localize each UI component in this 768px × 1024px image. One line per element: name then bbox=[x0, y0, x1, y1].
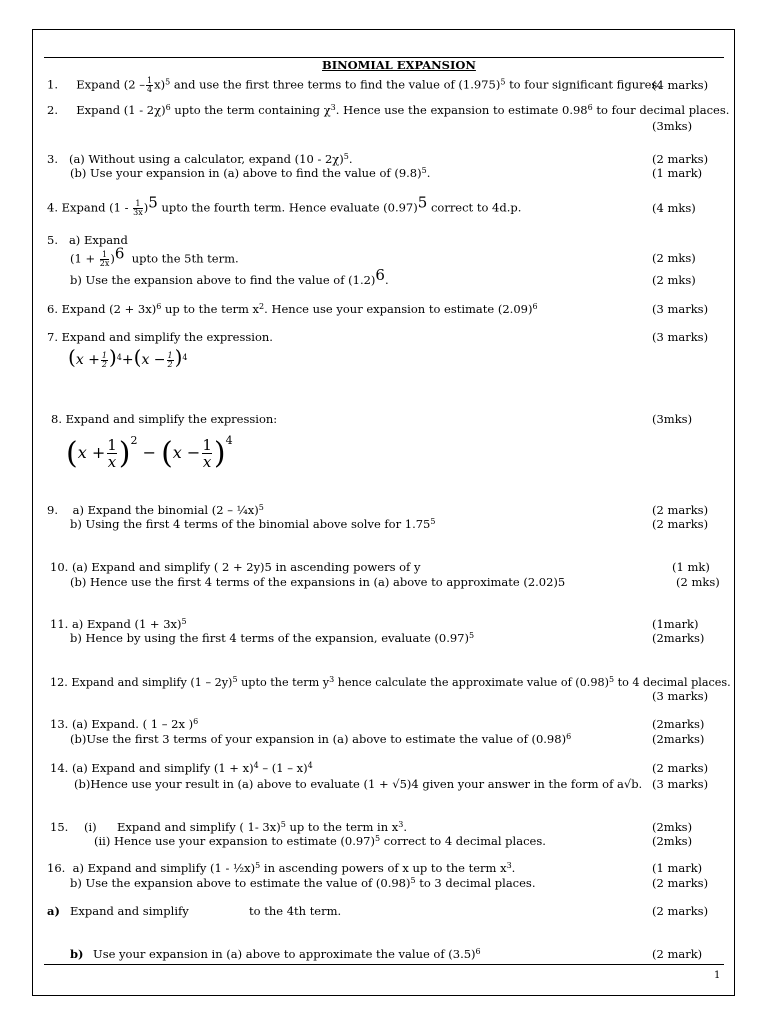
question-1: 1. Expand (2 – $\frac{1}{4}$ x)$^5$ and use the first three terms to find the value of $(1.975)^5$ to four significant figures. bbox=[47, 76, 661, 94]
question-17a-pre: Expand and simplify bbox=[70, 904, 189, 918]
question-5a-marks: (2 mks) bbox=[652, 251, 696, 265]
question-15i-marks: (2mks) bbox=[652, 820, 693, 834]
question-1-marks: (4 marks) bbox=[652, 78, 709, 92]
document-title: BINOMIAL EXPANSION bbox=[322, 58, 476, 72]
question-14a-marks: (2 marks) bbox=[652, 761, 709, 775]
question-13b-marks: (2marks) bbox=[652, 732, 705, 746]
question-9a-marks: (2 marks) bbox=[652, 503, 709, 517]
question-9b-marks: (2 marks) bbox=[652, 517, 709, 531]
question-10b-marks: (2 mks) bbox=[676, 575, 720, 589]
question-14a: 14. (a) Expand and simplify $(1 + x)^4 - (1 - x)^4$ bbox=[50, 761, 313, 775]
question-16a-marks: (1 mark) bbox=[652, 861, 703, 875]
question-8-marks: (3mks) bbox=[652, 412, 693, 426]
question-17b: Use your expansion in (a) above to approximate the value of $(3.5)^6$ bbox=[93, 947, 481, 961]
bottom-rule bbox=[44, 964, 724, 965]
question-17b-marks: (2 mark) bbox=[652, 947, 703, 961]
question-15-i-label: (i) bbox=[84, 820, 97, 834]
question-3a-marks: (2 marks) bbox=[652, 152, 709, 166]
question-8-expression: (x + $\frac{1}{x}$ )$^2$ − (x − $\frac{1}{x}$ )$^4$ bbox=[66, 434, 233, 471]
question-13a-marks: (2marks) bbox=[652, 717, 705, 731]
question-3b-marks: (1 mark) bbox=[652, 166, 703, 180]
question-10b: (b) Hence use the first 4 terms of the expansions in (a) above to approximate (2.02)5 bbox=[70, 575, 566, 589]
question-14b-marks: (3 marks) bbox=[652, 777, 709, 791]
question-9b: b) Using the first 4 terms of the binomial above solve for 1.75$^5$ bbox=[70, 517, 436, 531]
question-5b: b) Use the expansion above to find the value of $(1.2)^6$. bbox=[70, 266, 389, 287]
question-11b-marks: (2marks) bbox=[652, 631, 705, 645]
question-9a: 9. a) Expand the binomial (2 – ¼x)$^5$ bbox=[47, 503, 264, 517]
question-15ii: (ii) Hence use your expansion to estimate $(0.97)^5$ correct to 4 decimal places. bbox=[94, 834, 546, 848]
question-16b-marks: (2 marks) bbox=[652, 876, 709, 890]
question-4: 4. Expand (1 - $\frac{1}{3x}$ )$^5$ upto the fourth term. Hence evaluate $(0.97)^5$ correct to 4d.p. bbox=[47, 193, 522, 217]
question-2-marks: (3mks) bbox=[652, 119, 693, 133]
question-17a-post: to the 4th term. bbox=[249, 904, 342, 918]
question-15-label: 15. bbox=[50, 820, 69, 834]
question-13a: 13. (a) Expand. ( 1 – 2x )$^6$ bbox=[50, 717, 199, 731]
question-10a-marks: (1 mk) bbox=[672, 560, 710, 574]
question-12: 12. Expand and simplify (1 – 2y)$^5$ upto the term $y^3$ hence calculate the approximate value of $(0.98)^5$ to 4 decimal places. bbox=[50, 675, 731, 689]
question-3b: (b) Use your expansion in (a) above to find the value of $(9.8)^5$. bbox=[70, 166, 431, 180]
question-7-expression: (x + $\frac{1}{2}$ )$^4$+(x − $\frac{1}{2}$ )$^4$ bbox=[68, 345, 188, 369]
question-6: 6. Expand $(2 + 3x)^6$ up to the term $x^2$. Hence use your expansion to estimate $(2.09)^6$ bbox=[47, 302, 538, 316]
question-10a: 10. (a) Expand and simplify ( 2 + 2y)5 in ascending powers of y bbox=[50, 560, 421, 574]
question-8: 8. Expand and simplify the expression: bbox=[51, 412, 278, 426]
question-5b-marks: (2 mks) bbox=[652, 273, 696, 287]
question-14b: (b)Hence use your result in (a) above to evaluate (1 + √5)4 given your answer in the form of a√b. bbox=[74, 777, 643, 791]
question-11a-marks: (1mark) bbox=[652, 617, 699, 631]
question-4-marks: (4 mks) bbox=[652, 201, 696, 215]
question-16b: b) Use the expansion above to estimate the value of $(0.98)^5$ to 3 decimal places. bbox=[70, 876, 536, 890]
question-7-marks: (3 marks) bbox=[652, 330, 709, 344]
question-6-marks: (3 marks) bbox=[652, 302, 709, 316]
question-17a-marks: (2 marks) bbox=[652, 904, 709, 918]
question-15ii-marks: (2mks) bbox=[652, 834, 693, 848]
question-15i: Expand and simplify ( 1- 3x)$^5$ up to the term in $x^3$. bbox=[117, 820, 408, 834]
question-5a-label: 5. a) Expand bbox=[47, 233, 128, 247]
question-16a: 16. a) Expand and simplify (1 - ½x)$^5$ in ascending powers of x up to the term $x^3$. bbox=[47, 861, 516, 875]
question-13b: (b)Use the first 3 terms of your expansion in (a) above to estimate the value of $(0.98)^6$ bbox=[70, 732, 572, 746]
question-17a-label: a) bbox=[47, 904, 60, 918]
question-7: 7. Expand and simplify the expression. bbox=[47, 330, 273, 344]
question-11a: 11. a) Expand $(1 + 3x)^5$ bbox=[50, 617, 187, 631]
question-5a-expression: (1 + $\frac{1}{2x}$ )$^6$ upto the 5th term. bbox=[70, 244, 239, 268]
question-17b-label: b) bbox=[70, 947, 84, 961]
question-3a: 3. (a) Without using a calculator, expand (10 - 2χ)$^5$. bbox=[47, 152, 353, 166]
question-2: 2. Expand (1 - 2χ)$^6$ upto the term containing $\chi^3$. Hence use the expansion to estimate 0.98$^6$ to four decimal places. bbox=[47, 103, 730, 117]
question-12-marks: (3 marks) bbox=[652, 689, 709, 703]
page-number: 1 bbox=[714, 970, 721, 981]
question-11b: b) Hence by using the first 4 terms of the expansion, evaluate $(0.97)^5$ bbox=[70, 631, 475, 645]
